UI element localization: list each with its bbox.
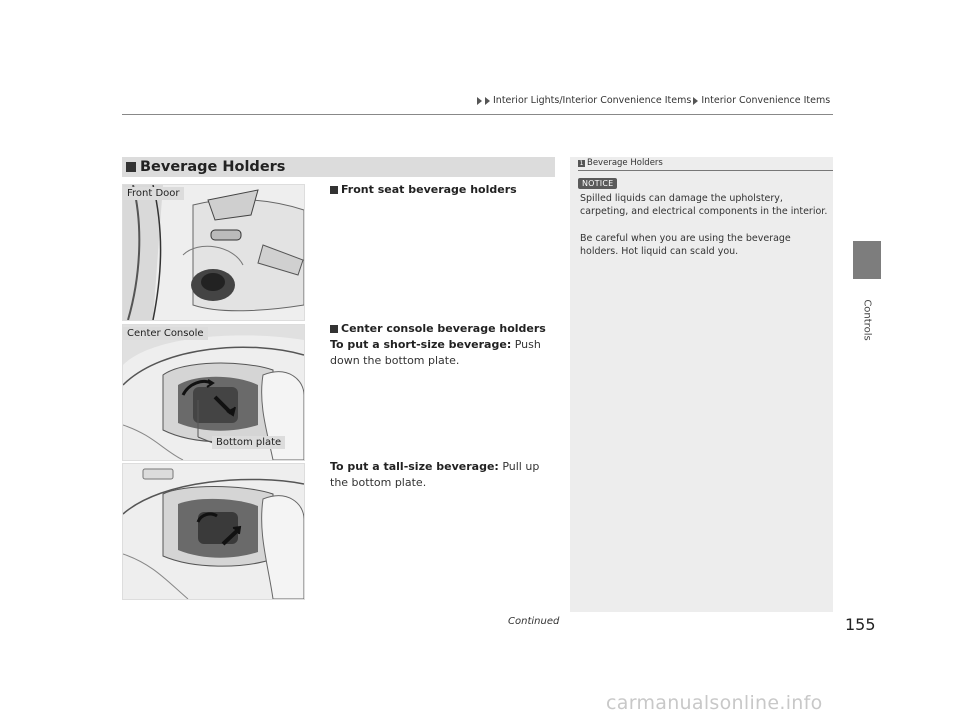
caution-text: Be careful when you are using the beverage holders. Hot liquid can scald you. — [580, 233, 791, 257]
chapter-label — [853, 290, 881, 350]
front-seat-heading — [330, 183, 517, 196]
breadcrumb-arrow-icon — [485, 97, 490, 105]
notice-text: Spilled liquids can damage the upholstery, carpeting, and electrical components in the interior. — [580, 193, 828, 217]
square-bullet-icon — [126, 162, 136, 172]
breadcrumb-item[interactable]: Interior Convenience Items — [701, 95, 831, 106]
note-number-badge: 1 — [579, 159, 584, 167]
note-title-text: Beverage Holders — [587, 158, 663, 168]
continued-label: Continued — [508, 616, 560, 627]
tall-beverage-illustration — [123, 464, 304, 599]
front-door-figure — [122, 184, 305, 321]
square-bullet-icon — [330, 186, 338, 194]
breadcrumb-item[interactable]: Interior Lights/Interior Convenience Items — [493, 95, 692, 106]
header-rule — [122, 114, 833, 115]
short-beverage-instruction — [330, 337, 560, 369]
note-panel — [570, 157, 833, 612]
front-seat-heading-text: Front seat beverage holders — [341, 183, 517, 196]
note-rule — [578, 170, 833, 171]
breadcrumb-arrow-icon — [477, 97, 482, 105]
center-console-figure — [122, 324, 305, 461]
page-number: 155 — [845, 615, 876, 634]
chapter-label-text: Controls — [861, 299, 873, 341]
watermark: carmanualsonline.info — [606, 692, 823, 714]
short-beverage-lead: To put a short-size beverage: — [330, 338, 512, 351]
tall-beverage-instruction — [330, 459, 560, 491]
section-title: Beverage Holders — [140, 159, 286, 175]
center-console-heading-text: Center console beverage holders — [341, 322, 546, 335]
center-console-heading — [330, 322, 546, 335]
front-door-label: Front Door — [123, 187, 184, 200]
center-console-label: Center Console — [123, 327, 208, 340]
tall-beverage-text: Pull up the bottom plate. — [330, 460, 540, 489]
front-door-illustration — [123, 185, 304, 320]
chapter-tab — [853, 241, 881, 279]
short-beverage-text: Push down the bottom plate. — [330, 338, 541, 367]
breadcrumb-arrow-icon — [693, 97, 698, 105]
tall-beverage-figure — [122, 463, 305, 600]
square-bullet-icon — [330, 325, 338, 333]
note-title — [578, 158, 663, 168]
section-title-bar — [122, 157, 555, 177]
tall-beverage-lead: To put a tall-size beverage: — [330, 460, 499, 473]
notice-badge: NOTICE — [578, 178, 617, 189]
bottom-plate-label: Bottom plate — [212, 436, 285, 449]
breadcrumb — [477, 95, 830, 106]
